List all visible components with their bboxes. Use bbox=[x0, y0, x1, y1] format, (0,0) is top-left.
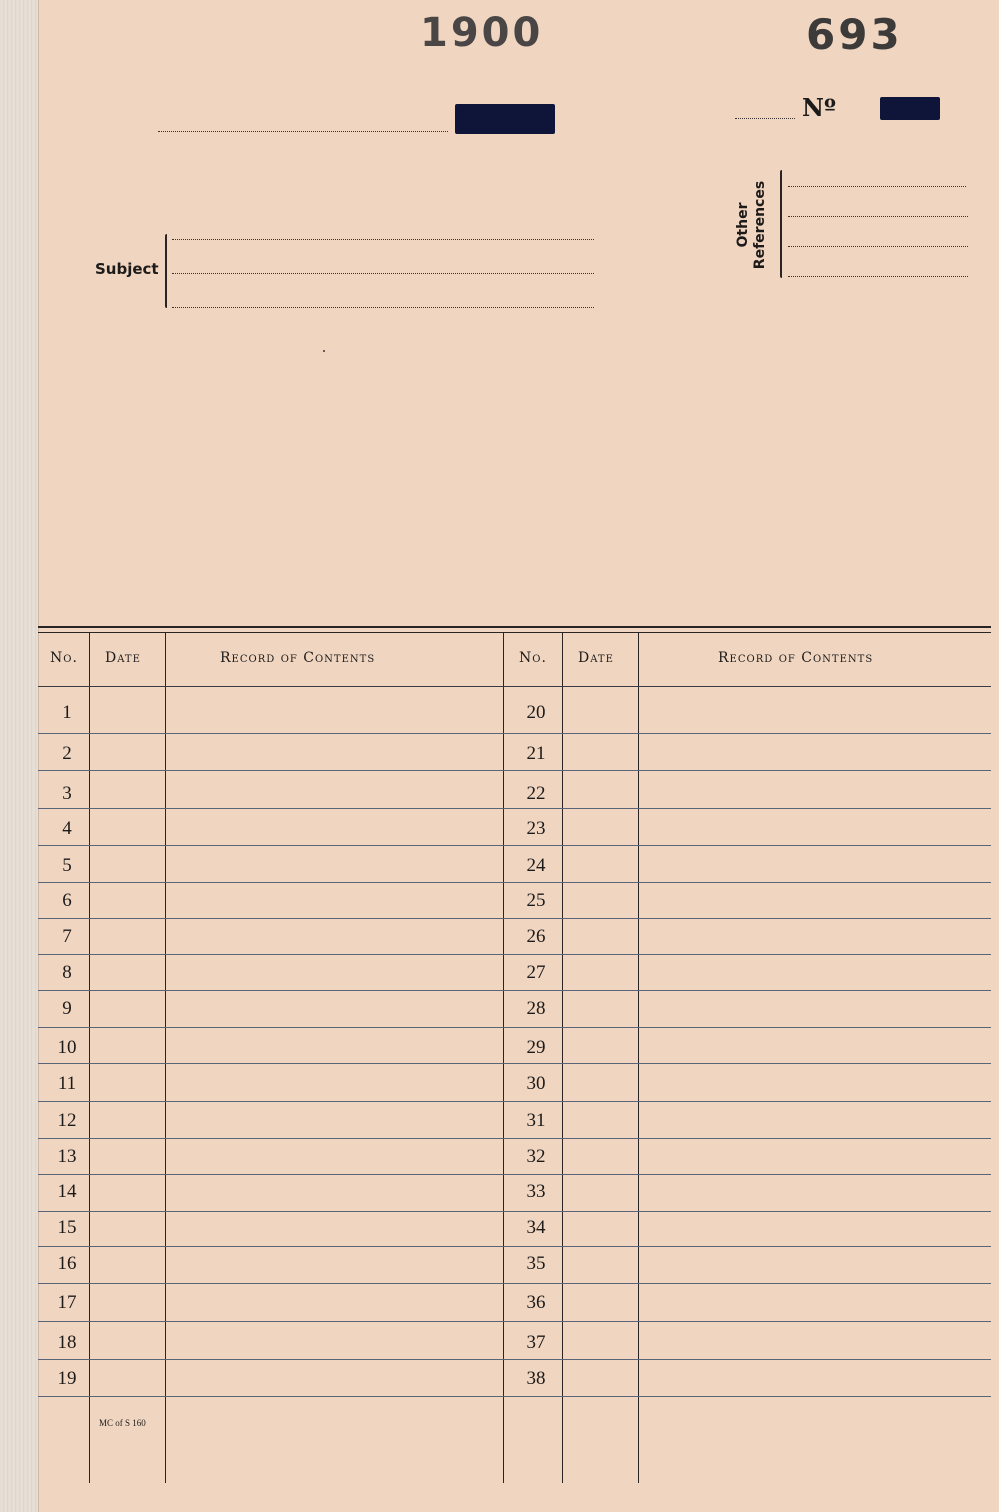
row-number: 38 bbox=[526, 1368, 546, 1389]
row-number: 33 bbox=[526, 1181, 546, 1202]
row-rule bbox=[38, 1396, 991, 1397]
row-rule bbox=[38, 845, 991, 846]
row-number: 21 bbox=[526, 743, 546, 764]
paper-speck bbox=[323, 350, 325, 352]
file-number-stamp: 693 bbox=[806, 10, 903, 59]
row-rule bbox=[38, 990, 991, 991]
table-top-rule bbox=[38, 626, 991, 633]
redaction-block bbox=[880, 97, 940, 120]
row-number: 1 bbox=[62, 702, 72, 723]
row-rule bbox=[38, 1063, 991, 1064]
row-number: 36 bbox=[526, 1292, 546, 1313]
column-divider bbox=[165, 633, 166, 1483]
row-number: 19 bbox=[57, 1368, 77, 1389]
row-number: 17 bbox=[57, 1292, 77, 1313]
row-number: 10 bbox=[57, 1037, 77, 1058]
row-number: 7 bbox=[62, 926, 72, 947]
row-number: 12 bbox=[57, 1110, 77, 1131]
row-number: 34 bbox=[526, 1217, 546, 1238]
row-number: 37 bbox=[526, 1332, 546, 1353]
row-number: 4 bbox=[62, 818, 72, 839]
other-reference-line[interactable] bbox=[788, 246, 968, 247]
other-reference-line[interactable] bbox=[788, 186, 966, 187]
column-divider bbox=[638, 633, 639, 1483]
header-no: No. bbox=[519, 650, 547, 666]
row-number: 11 bbox=[57, 1073, 77, 1094]
row-number: 20 bbox=[526, 702, 546, 723]
subject-line[interactable] bbox=[172, 239, 594, 240]
binding-spine bbox=[0, 0, 39, 1512]
row-rule bbox=[38, 1321, 991, 1322]
other-references-label bbox=[735, 175, 769, 275]
row-number: 6 bbox=[62, 890, 72, 911]
row-rule bbox=[38, 1027, 991, 1028]
subject-brace bbox=[165, 234, 167, 308]
header-no: No. bbox=[50, 650, 78, 666]
subject-label: Subject bbox=[95, 260, 159, 278]
other-references-line2: References bbox=[752, 180, 768, 270]
row-number: 31 bbox=[526, 1110, 546, 1131]
subject-line[interactable] bbox=[172, 273, 594, 274]
other-reference-line[interactable] bbox=[788, 276, 968, 277]
row-rule bbox=[38, 770, 991, 771]
row-number: 16 bbox=[57, 1253, 77, 1274]
row-number: 13 bbox=[57, 1146, 77, 1167]
row-rule bbox=[38, 1174, 991, 1175]
row-number: 8 bbox=[62, 962, 72, 983]
row-rule bbox=[38, 1138, 991, 1139]
other-references-brace bbox=[780, 170, 782, 278]
row-number: 2 bbox=[62, 743, 72, 764]
row-number: 5 bbox=[62, 855, 72, 876]
row-number: 18 bbox=[57, 1332, 77, 1353]
row-number: 22 bbox=[526, 783, 546, 804]
row-rule bbox=[38, 954, 991, 955]
row-number: 35 bbox=[526, 1253, 546, 1274]
no-ref-line bbox=[735, 118, 795, 119]
row-number: 27 bbox=[526, 962, 546, 983]
header-date: Date bbox=[578, 650, 614, 666]
row-rule bbox=[38, 882, 991, 883]
header-date: Date bbox=[105, 650, 141, 666]
header-record-of-contents: Record of Contents bbox=[220, 650, 376, 666]
header-record-of-contents: Record of Contents bbox=[718, 650, 874, 666]
year-stamp: 1900 bbox=[420, 10, 544, 56]
number-symbol: Nº bbox=[802, 93, 836, 122]
subject-line[interactable] bbox=[172, 307, 594, 308]
column-divider bbox=[503, 633, 504, 1483]
row-number: 29 bbox=[526, 1037, 546, 1058]
other-references-line1: Other bbox=[735, 202, 751, 248]
other-reference-line[interactable] bbox=[788, 216, 968, 217]
form-code: MC of S 160 bbox=[99, 1418, 146, 1428]
row-rule bbox=[38, 808, 991, 809]
row-rule bbox=[38, 1211, 991, 1212]
file-ref-line bbox=[158, 131, 448, 132]
row-number: 32 bbox=[526, 1146, 546, 1167]
row-number: 14 bbox=[57, 1181, 77, 1202]
row-number: 24 bbox=[526, 855, 546, 876]
row-number: 25 bbox=[526, 890, 546, 911]
redaction-block bbox=[455, 104, 555, 134]
row-number: 9 bbox=[62, 998, 72, 1019]
row-number: 3 bbox=[62, 783, 72, 804]
row-rule bbox=[38, 733, 991, 734]
row-rule bbox=[38, 1283, 991, 1284]
row-number: 28 bbox=[526, 998, 546, 1019]
row-rule bbox=[38, 1246, 991, 1247]
row-number: 23 bbox=[526, 818, 546, 839]
row-rule bbox=[38, 1359, 991, 1360]
row-number: 30 bbox=[526, 1073, 546, 1094]
column-divider bbox=[562, 633, 563, 1483]
row-number: 15 bbox=[57, 1217, 77, 1238]
row-rule bbox=[38, 1101, 991, 1102]
row-rule bbox=[38, 918, 991, 919]
row-number: 26 bbox=[526, 926, 546, 947]
header-rule bbox=[38, 686, 991, 687]
